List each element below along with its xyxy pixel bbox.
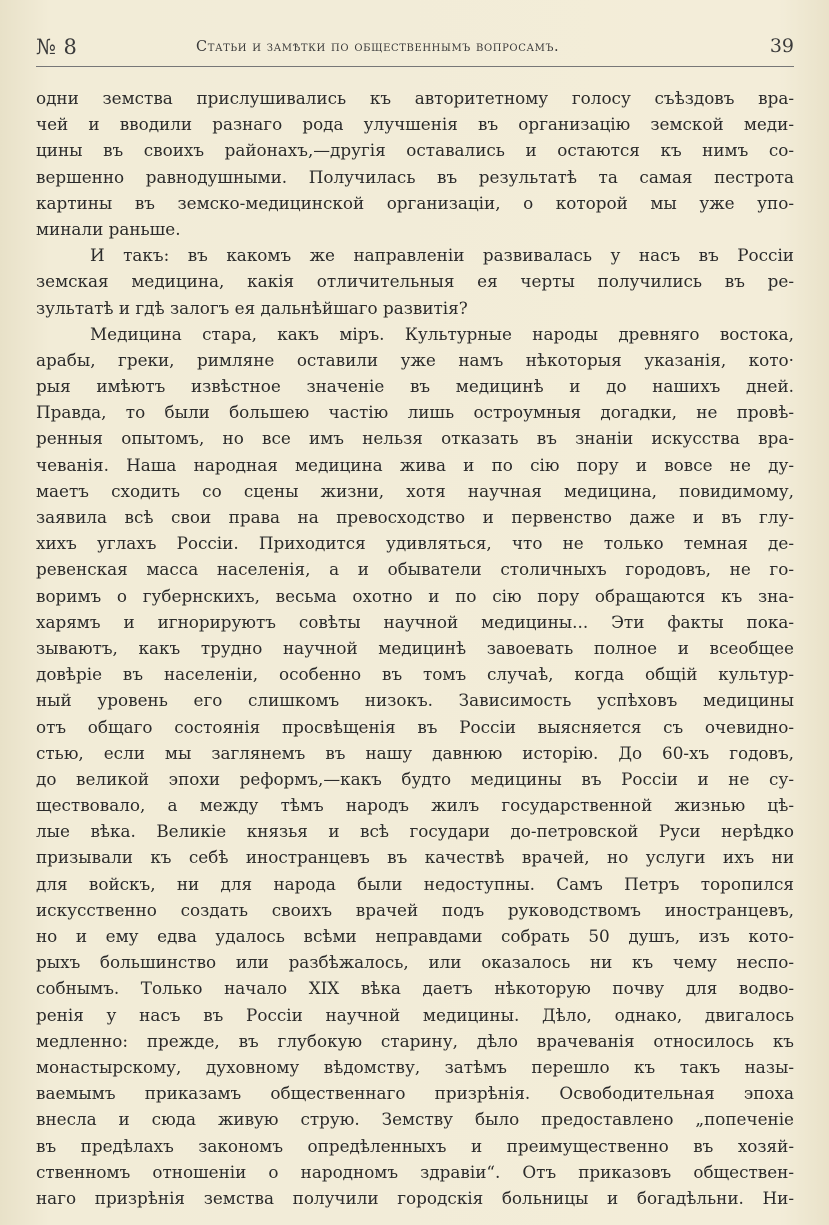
text-line: заявила всѣ свои права на превосходство и первенство даже и въ глу- [36,507,794,527]
paragraph-start-line: Медицина стара, какъ міръ. Культурные народы древняго востока, [90,323,794,344]
text-line: отъ общаго состоянія просвѣщенія въ Россіи выясняется съ очевидно- [36,716,794,737]
text-line: Правда, то были большею частію лишь остроумныя догадки, не провѣ- [36,402,794,423]
text-line: харямъ и игнорируютъ совѣты научной медицины... Эти факты пока- [36,611,794,632]
text-line: зультатѣ и гдѣ залогъ ея дальнѣйшаго развитія? [36,297,468,318]
text-line: рыхъ большинство или разбѣжалось, или оказалось ни къ чему неспо- [36,952,794,973]
text-line: но и ему едва удалось всѣми неправдами собрать 50 душъ, изъ кото- [36,926,794,946]
text-line: внесла и сюда живую струю. Земству было предоставлено „попеченіе [36,1109,794,1130]
text-line: собнымъ. Только начало XIX вѣка даетъ нѣкоторую почву для водво- [36,978,794,999]
text-line: минали раньше. [36,218,181,239]
text-line: лые вѣка. Великіе князья и всѣ государи до-петровской Руси нерѣдко [36,821,794,842]
text-line: довѣріе въ населеніи, особенно въ томъ случаѣ, когда общій культур- [36,664,794,685]
text-line: земская медицина, какія отличительныя ея черты получились въ ре- [36,271,794,292]
text-line: воримъ о губернскихъ, весьма охотно и по сію пору обращаются къ зна- [36,585,794,606]
text-line: одни земства прислушивались къ авторитетному голосу съѣздовъ вра- [36,88,794,108]
running-header [36,33,794,63]
issue-number: № 8 [36,35,78,59]
text-line: искусственно создать своихъ врачей подъ руководствомъ иностранцевъ, [36,899,794,920]
text-line: ществовало, а между тѣмъ народъ жилъ государственной жизнью цѣ- [36,795,794,816]
page-number: 39 [769,35,794,57]
body-text [36,85,794,1211]
text-line: въ предѣлахъ закономъ опредѣленныхъ и преимущественно въ хозяй- [36,1135,794,1156]
text-line: чей и вводили разнаго рода улучшенія въ организацію земской меди- [36,114,794,135]
text-line: арабы, греки, римляне оставили уже намъ нѣкоторыя указанія, кото· [36,349,794,370]
text-line: цины въ своихъ районахъ,—другія оставались и остаются къ нимъ со- [36,140,794,161]
text-line: ный уровень его слишкомъ низокъ. Зависимость успѣховъ медицины [36,690,794,711]
text-line: стью, если мы заглянемъ въ нашу давнюю исторію. До 60-хъ годовъ, [36,742,794,763]
text-line: для войскъ, ни для народа были недоступны. Самъ Петръ торопился [36,873,794,894]
text-line: ренія у насъ въ Россіи научной медицины. Дѣло, однако, двигалось [36,1004,794,1025]
text-line: монастырскому, духовному вѣдомству, затѣмъ перешло къ такъ назы- [36,1056,794,1077]
section-title: Статьи и замѣтки по общественнымъ вопросамъ. [196,39,560,55]
text-line: рыя имѣютъ извѣстное значеніе въ медицинѣ и до нашихъ дней. [36,376,794,397]
text-line: ственномъ отношеніи о народномъ здравіи“. Отъ приказовъ обществен- [36,1161,794,1182]
text-line: медленно: прежде, въ глубокую старину, дѣло врачеванія относилось къ [36,1030,794,1051]
text-line: зываютъ, какъ трудно научной медицинѣ завоевать полное и всеобщее [36,637,794,658]
text-line: картины въ земско-медицинской организаціи, о которой мы уже упо- [36,192,794,213]
text-line: ревенская масса населенія, а и обыватели столичныхъ городовъ, не го- [36,559,794,580]
text-line: призывали къ себѣ иностранцевъ въ качествѣ врачей, но услуги ихъ ни [36,847,794,868]
text-line: маетъ сходить со сцены жизни, хотя научная медицина, повидимому, [36,480,794,501]
text-line: до великой эпохи реформъ,—какъ будто медицины въ Россіи и не су- [36,768,794,789]
header-rule [36,66,794,67]
paragraph-start-line: И такъ: въ какомъ же направленіи развивалась у насъ въ Россіи [90,245,794,266]
text-line: наго призрѣнія земства получили городскія больницы и богадѣльни. Ни- [36,1187,794,1208]
text-line: ваемымъ приказамъ общественнаго призрѣнія. Освободительная эпоха [36,1083,794,1104]
text-line: ренныя опытомъ, но все имъ нельзя отказать въ знаніи искусства вра- [36,428,794,449]
text-line: хихъ углахъ Россіи. Приходится удивляться, что не только темная де- [36,533,794,554]
text-line: вершенно равнодушными. Получилась въ результатѣ та самая пестрота [36,166,794,187]
text-line: чеванія. Наша народная медицина жива и по сію пору и вовсе не ду- [36,454,794,475]
